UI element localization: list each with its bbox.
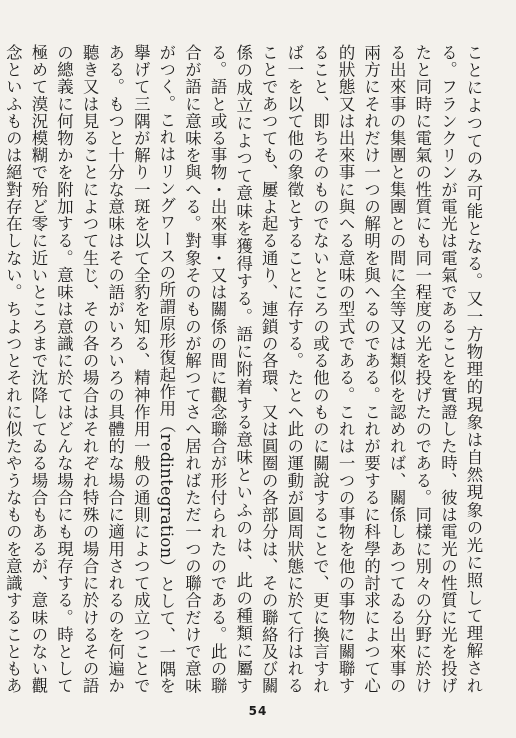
paragraph: ことによつてのみ可能となる。又一方物理的現象は自然現象の光に照して理解される。フランクリンが電光は電氣であることを實證した時、彼は電光の性質に光を投げたと同時に電氣の性質にも同一程度の光を投げたのである。同樣に別々の分野に於ける出來事の集團と集團との間に全等又は類似を認めれば、關係しあつてゐる出來事の兩方にそれだけ一つの解明を與へるのである。これが要するに科學的討求によつて心的狀態又は出來事に與へる意味の型式である。これは一つの事物を他の事物に關聯すること、即ちそのものでないところの或る他のものに關說することで、更に換言すれば一を以て他の象徵とすることに存する。たとへ此の運動が圓周狀態に於て行はれることであつても、屢よ起る通り、連鎖の各環、又は圓圈の各部分は、その聯絡及び關係の成立によつて意味を獲得する。語に附着する意味といふのは、此の種類に屬する。語と或る事物・出來事・又は關係の間に觀念聯合が形付られたのである。此の聯合が語に意味を與へる。對象そのものが解つてさへ居ればただ一つの聯合だけで意味がつく。これはリングワースの所謂原形復起作用（redintegration）として、一隅を擧げて三隅が解り一斑を以て全豹を知る、精神作用一般の通則によつて成立つことである。もつと十分な意味はその語がいろいろの具體的な場合に適用されるのを何遍か聽き又は見ることによつて生じ、その各の場合はそれぞれ特殊の場合に於けるその語の總義に何物かを附加する。意味は意識に於てはどんな場合にも現存する。時として極めて漠況模糊で殆ど零に近いところまで沈降してゐる場合もあるが、意味のない觀念といふものは絕對存在しない。ちよつとそれに似たやうなものを意識することもあ [3,44,483,694]
body-text [3,44,486,694]
page-number: 54 [248,704,268,718]
